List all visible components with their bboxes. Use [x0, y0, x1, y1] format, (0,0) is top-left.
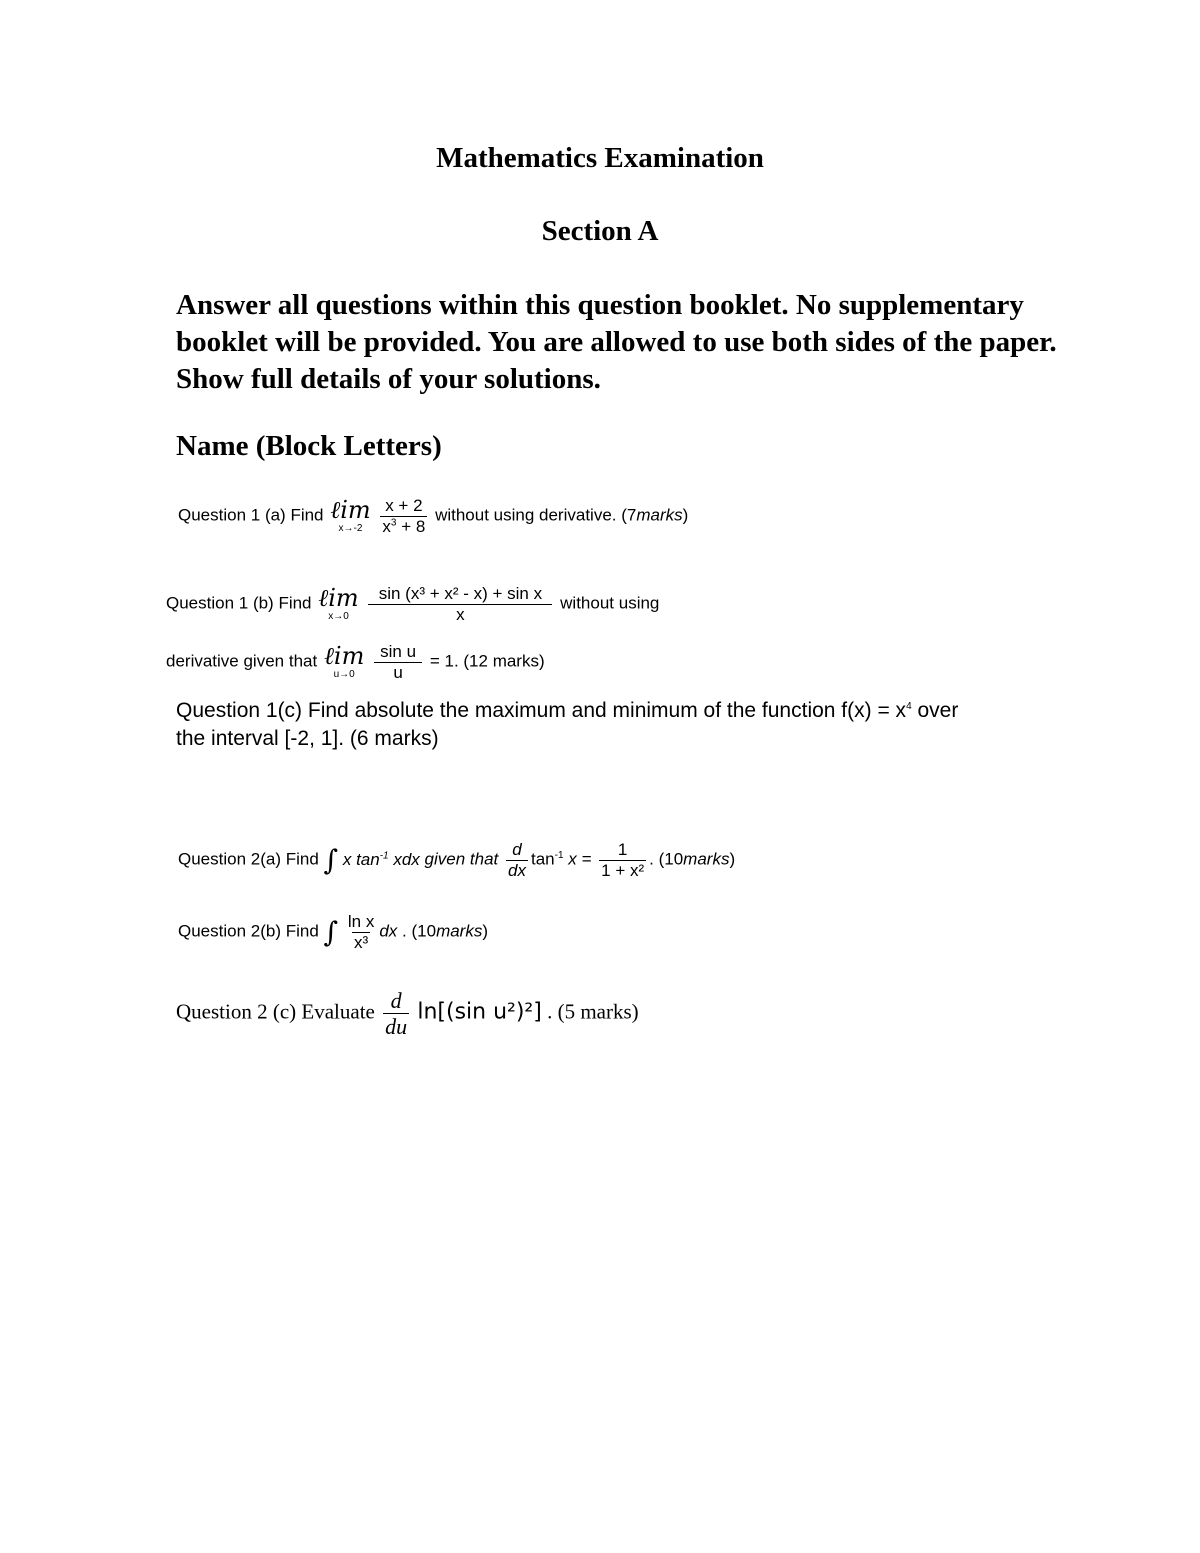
q1a-den-base: x: [382, 516, 391, 536]
q1b-denominator2: u: [374, 662, 422, 683]
q2c-prefix: Question 2 (c) Evaluate: [176, 999, 375, 1024]
q2a-tan: tan: [530, 849, 555, 869]
q2b-prefix: Question 2(b) Find: [178, 921, 319, 941]
q2a-marks-close: ): [729, 849, 736, 869]
q1b-denominator: x: [368, 604, 552, 625]
q1b-fraction2: [374, 642, 422, 682]
name-label: Name (Block Letters): [176, 430, 442, 462]
q2c-d-den: du: [385, 1014, 408, 1040]
q1b-prefix: Question 1 (b) Find: [166, 593, 312, 613]
integral-sign: ∫: [323, 915, 339, 949]
exam-title: Mathematics Examination: [436, 142, 764, 174]
q1b-line2-suffix: = 1. (12 marks): [429, 651, 545, 671]
q1a-marks-close: ): [682, 505, 689, 525]
q2a-rhs-num: 1: [617, 840, 628, 859]
q2a-tan-exp: -1: [554, 849, 564, 861]
q1c-text: Question 1(c) Find absolute the maximum and minimum of the function f(x) = x: [176, 699, 907, 722]
q1a-den-exp: 3: [390, 516, 397, 528]
question-1a: [178, 496, 688, 536]
q1b-limit: [318, 586, 358, 622]
q1a-prefix: Question 1 (a) Find: [178, 505, 324, 525]
q2a-given: given that: [424, 849, 499, 869]
q2a-integrand-base: x tan: [342, 849, 380, 869]
q2a-suffix: . (10: [649, 849, 684, 869]
q2b-marks-close: ): [482, 921, 489, 941]
q1a-fraction: [380, 496, 427, 536]
q1b-numerator: sin (x³ + x² - x) + sin x: [378, 584, 543, 603]
question-2a: [178, 840, 735, 880]
q2c-derivative: [383, 988, 409, 1040]
q2c-suffix: . (5 marks): [547, 999, 639, 1024]
q2b-fraction: [346, 912, 376, 952]
q1b-numerator2: sin u: [380, 642, 417, 661]
q2a-integrand-exp: -1: [379, 849, 389, 861]
q2c-d-num: d: [390, 988, 402, 1013]
q1a-marks-word: marks: [636, 505, 683, 525]
q2b-marks-word: marks: [436, 921, 483, 941]
q2a-rhs-den: 1 + x²: [601, 860, 645, 880]
question-1b-given: [166, 642, 545, 682]
q2a-d-den: dx: [508, 860, 526, 880]
q2a-derivative: [506, 840, 528, 880]
q1c-exp: 4: [906, 701, 912, 712]
q1b-fraction: [368, 584, 552, 624]
q1a-suffix: without using derivative.: [435, 505, 617, 525]
q1b-lim-subscript: x→0: [328, 611, 349, 623]
q2a-rhs: [599, 840, 646, 880]
question-2b: [178, 912, 488, 952]
q1a-numerator: x + 2: [385, 496, 423, 515]
q1b-suffix: without using: [560, 593, 660, 613]
q2a-prefix: Question 2(a) Find: [178, 849, 319, 869]
q1a-marks-open: (7: [621, 505, 637, 525]
q1c-text-after: over: [911, 699, 959, 722]
question-1b: [166, 584, 659, 624]
section-heading: Section A: [541, 215, 659, 247]
q2b-denominator: x³: [354, 932, 369, 952]
q2a-x-eq: x =: [563, 849, 592, 869]
q2b-dx: dx: [379, 921, 398, 941]
q1b-lim2-subscript: u→0: [333, 669, 355, 681]
q1b-line2-prefix: derivative given that: [166, 651, 318, 671]
integral-sign: ∫: [323, 843, 339, 877]
q1b-lim-symbol: ℓim: [318, 584, 359, 613]
q1a-den-rest: + 8: [396, 516, 426, 536]
q2b-suffix: . (10: [402, 921, 437, 941]
q2a-marks-word: marks: [683, 849, 730, 869]
question-1c-line2: the interval [-2, 1]. (6 marks): [176, 727, 439, 750]
q1a-lim-subscript: x→-2: [338, 523, 363, 535]
instructions-paragraph: Answer all questions within this question booklet. No supplementary booklet will be provided. You are allowed to use both sides of the paper. Show full details of your solutions.: [176, 289, 1057, 395]
q1b-limit2: [324, 644, 364, 680]
q2a-d-num: d: [512, 840, 522, 859]
q2c-expression: ln[(sin u²)²]: [417, 999, 542, 1025]
q1a-lim-symbol: ℓim: [330, 496, 371, 525]
question-2c: [176, 988, 639, 1040]
q1a-denominator: [380, 516, 427, 537]
q2a-integrand: [343, 850, 420, 869]
q2b-numerator: ln x: [347, 912, 375, 931]
q1a-limit: [330, 498, 370, 534]
q2a-integrand-rest: xdx: [388, 849, 420, 869]
q1b-lim2-symbol: ℓim: [323, 642, 365, 671]
q1a-marks: [621, 506, 688, 525]
question-1c: [176, 699, 958, 723]
